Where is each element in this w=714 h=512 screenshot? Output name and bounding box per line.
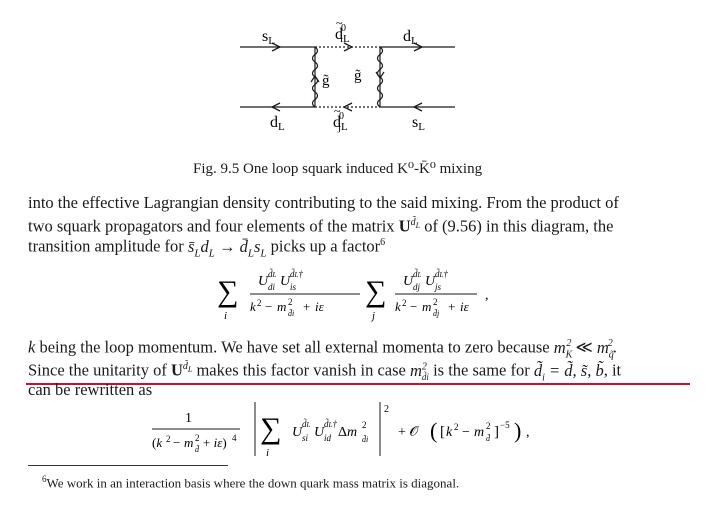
label-s-bottom-right: sL bbox=[412, 114, 425, 133]
svg-text:2: 2 bbox=[384, 404, 389, 415]
svg-text:m: m bbox=[422, 299, 432, 314]
svg-text:,: , bbox=[485, 288, 489, 303]
svg-text:U: U bbox=[280, 274, 291, 289]
paragraph-2-line-3: can be rewritten as bbox=[28, 380, 153, 399]
svg-text:d̃j: d̃j bbox=[433, 309, 440, 318]
label-d-bottom-mid: d0 jL bbox=[333, 111, 348, 133]
equation-1 bbox=[215, 263, 505, 323]
svg-text:d̃: d̃ bbox=[195, 445, 199, 454]
svg-text:U: U bbox=[403, 274, 414, 289]
svg-text:∑: ∑ bbox=[260, 412, 282, 445]
svg-text:i: i bbox=[224, 310, 228, 322]
svg-text:∑: ∑ bbox=[217, 275, 239, 308]
svg-text:(k: (k bbox=[152, 435, 163, 450]
paragraph-1-line-3: transition amplitude for $s̄_Ld_L$ → $d̄_Ls_L$ picks up a factor$^6$ bbox=[28, 236, 386, 259]
footnote: $^6$We work in an interaction basis where the down quark mass matrix is diagonal. bbox=[42, 474, 460, 491]
svg-text:U: U bbox=[292, 425, 303, 440]
svg-text:U: U bbox=[314, 425, 325, 440]
svg-text:(: ( bbox=[430, 418, 438, 443]
svg-text:+: + bbox=[448, 299, 456, 314]
svg-text:k: k bbox=[446, 425, 453, 440]
svg-text:2: 2 bbox=[166, 434, 171, 444]
svg-text:U: U bbox=[258, 274, 269, 289]
svg-text:1: 1 bbox=[185, 411, 192, 426]
svg-text:js: js bbox=[435, 282, 442, 292]
label-d-top-mid: d0 iL bbox=[335, 23, 350, 45]
svg-text:di: di bbox=[268, 282, 276, 292]
svg-text:i: i bbox=[266, 447, 270, 459]
svg-text:2: 2 bbox=[402, 298, 407, 308]
svg-text:+ iε): + iε) bbox=[203, 435, 227, 450]
svg-text:d̃i: d̃i bbox=[362, 435, 369, 444]
label-gluino-center: g̃ bbox=[354, 68, 362, 84]
svg-text:iε: iε bbox=[315, 299, 324, 314]
svg-text:m: m bbox=[184, 435, 194, 450]
paragraph-1-line-1: into the effective Lagrangian density contributing to the said mixing. From the product of bbox=[28, 193, 619, 212]
svg-text:−: − bbox=[410, 299, 418, 314]
svg-text:2: 2 bbox=[362, 420, 367, 430]
svg-text:): ) bbox=[514, 418, 522, 443]
footnote-rule bbox=[28, 465, 228, 466]
svg-text:k: k bbox=[395, 299, 401, 314]
svg-text:j: j bbox=[372, 310, 376, 322]
svg-text:U: U bbox=[425, 274, 436, 289]
label-gluino-left: g̃ bbox=[322, 73, 330, 89]
svg-text:si: si bbox=[302, 433, 309, 443]
svg-text:d̃L†: d̃L† bbox=[324, 419, 337, 429]
paragraph-2-line-2: Since the unitarity of $U^{d̃_L}$ makes this factor vanish in case $m^2_{d̃i}$ is the same for $d̃_i$ = d̃, s̃, b̃, it bbox=[28, 360, 622, 383]
svg-text:Δm: Δm bbox=[338, 425, 358, 440]
equation-2 bbox=[140, 398, 580, 460]
svg-text:d̃: d̃ bbox=[486, 434, 490, 443]
svg-text:d̃L†: d̃L† bbox=[435, 269, 448, 279]
svg-text:~: ~ bbox=[336, 20, 343, 30]
label-s-top-left: sL bbox=[262, 28, 275, 47]
paragraph-1-line-2: two squark propagators and four elements of the matrix $U^{d̃_L}$ of (9.56) in this diagram, the bbox=[28, 216, 614, 236]
svg-text:−: − bbox=[462, 425, 470, 440]
svg-text:id: id bbox=[324, 433, 332, 443]
svg-text:2: 2 bbox=[454, 422, 459, 432]
svg-text:d̃L: d̃L bbox=[413, 269, 422, 279]
svg-text:2: 2 bbox=[486, 421, 491, 431]
svg-text:[: [ bbox=[440, 424, 445, 440]
svg-text:d̃L: d̃L bbox=[268, 269, 277, 279]
svg-text:m: m bbox=[474, 425, 485, 440]
svg-text:4: 4 bbox=[232, 433, 237, 443]
svg-text:−5: −5 bbox=[500, 420, 510, 430]
svg-text:∑: ∑ bbox=[365, 275, 387, 308]
label-d-top-right: dL bbox=[403, 28, 418, 47]
svg-text:,: , bbox=[526, 425, 530, 440]
feynman-diagram bbox=[230, 20, 470, 145]
svg-text:−: − bbox=[173, 435, 181, 450]
figure-caption: Fig. 9.5 One loop squark induced K⁰-K̄⁰ mixing bbox=[193, 161, 483, 177]
svg-text:2: 2 bbox=[433, 297, 438, 307]
svg-text:is: is bbox=[290, 282, 297, 292]
svg-text:dj: dj bbox=[413, 282, 421, 292]
svg-text:k: k bbox=[250, 299, 256, 314]
svg-text:m: m bbox=[277, 299, 287, 314]
svg-text:d̃L: d̃L bbox=[302, 419, 311, 429]
svg-text:−: − bbox=[265, 299, 273, 314]
svg-text:+ 𝒪: + 𝒪 bbox=[398, 425, 419, 440]
svg-text:d̃L†: d̃L† bbox=[290, 269, 303, 279]
svg-text:+: + bbox=[303, 299, 311, 314]
svg-text:2: 2 bbox=[195, 433, 200, 443]
label-d-bottom-left: dL bbox=[270, 114, 285, 133]
svg-text:~: ~ bbox=[334, 104, 341, 118]
svg-text:]: ] bbox=[494, 424, 499, 440]
svg-text:2: 2 bbox=[257, 298, 262, 308]
svg-text:d̃i: d̃i bbox=[288, 309, 295, 318]
paragraph-2-line-1: k being the loop momentum. We have set all external momenta to zero because $m_K^2$ ≪ $m_{q̃}^2$. bbox=[28, 337, 617, 360]
svg-text:iε: iε bbox=[460, 299, 469, 314]
svg-text:2: 2 bbox=[288, 297, 293, 307]
